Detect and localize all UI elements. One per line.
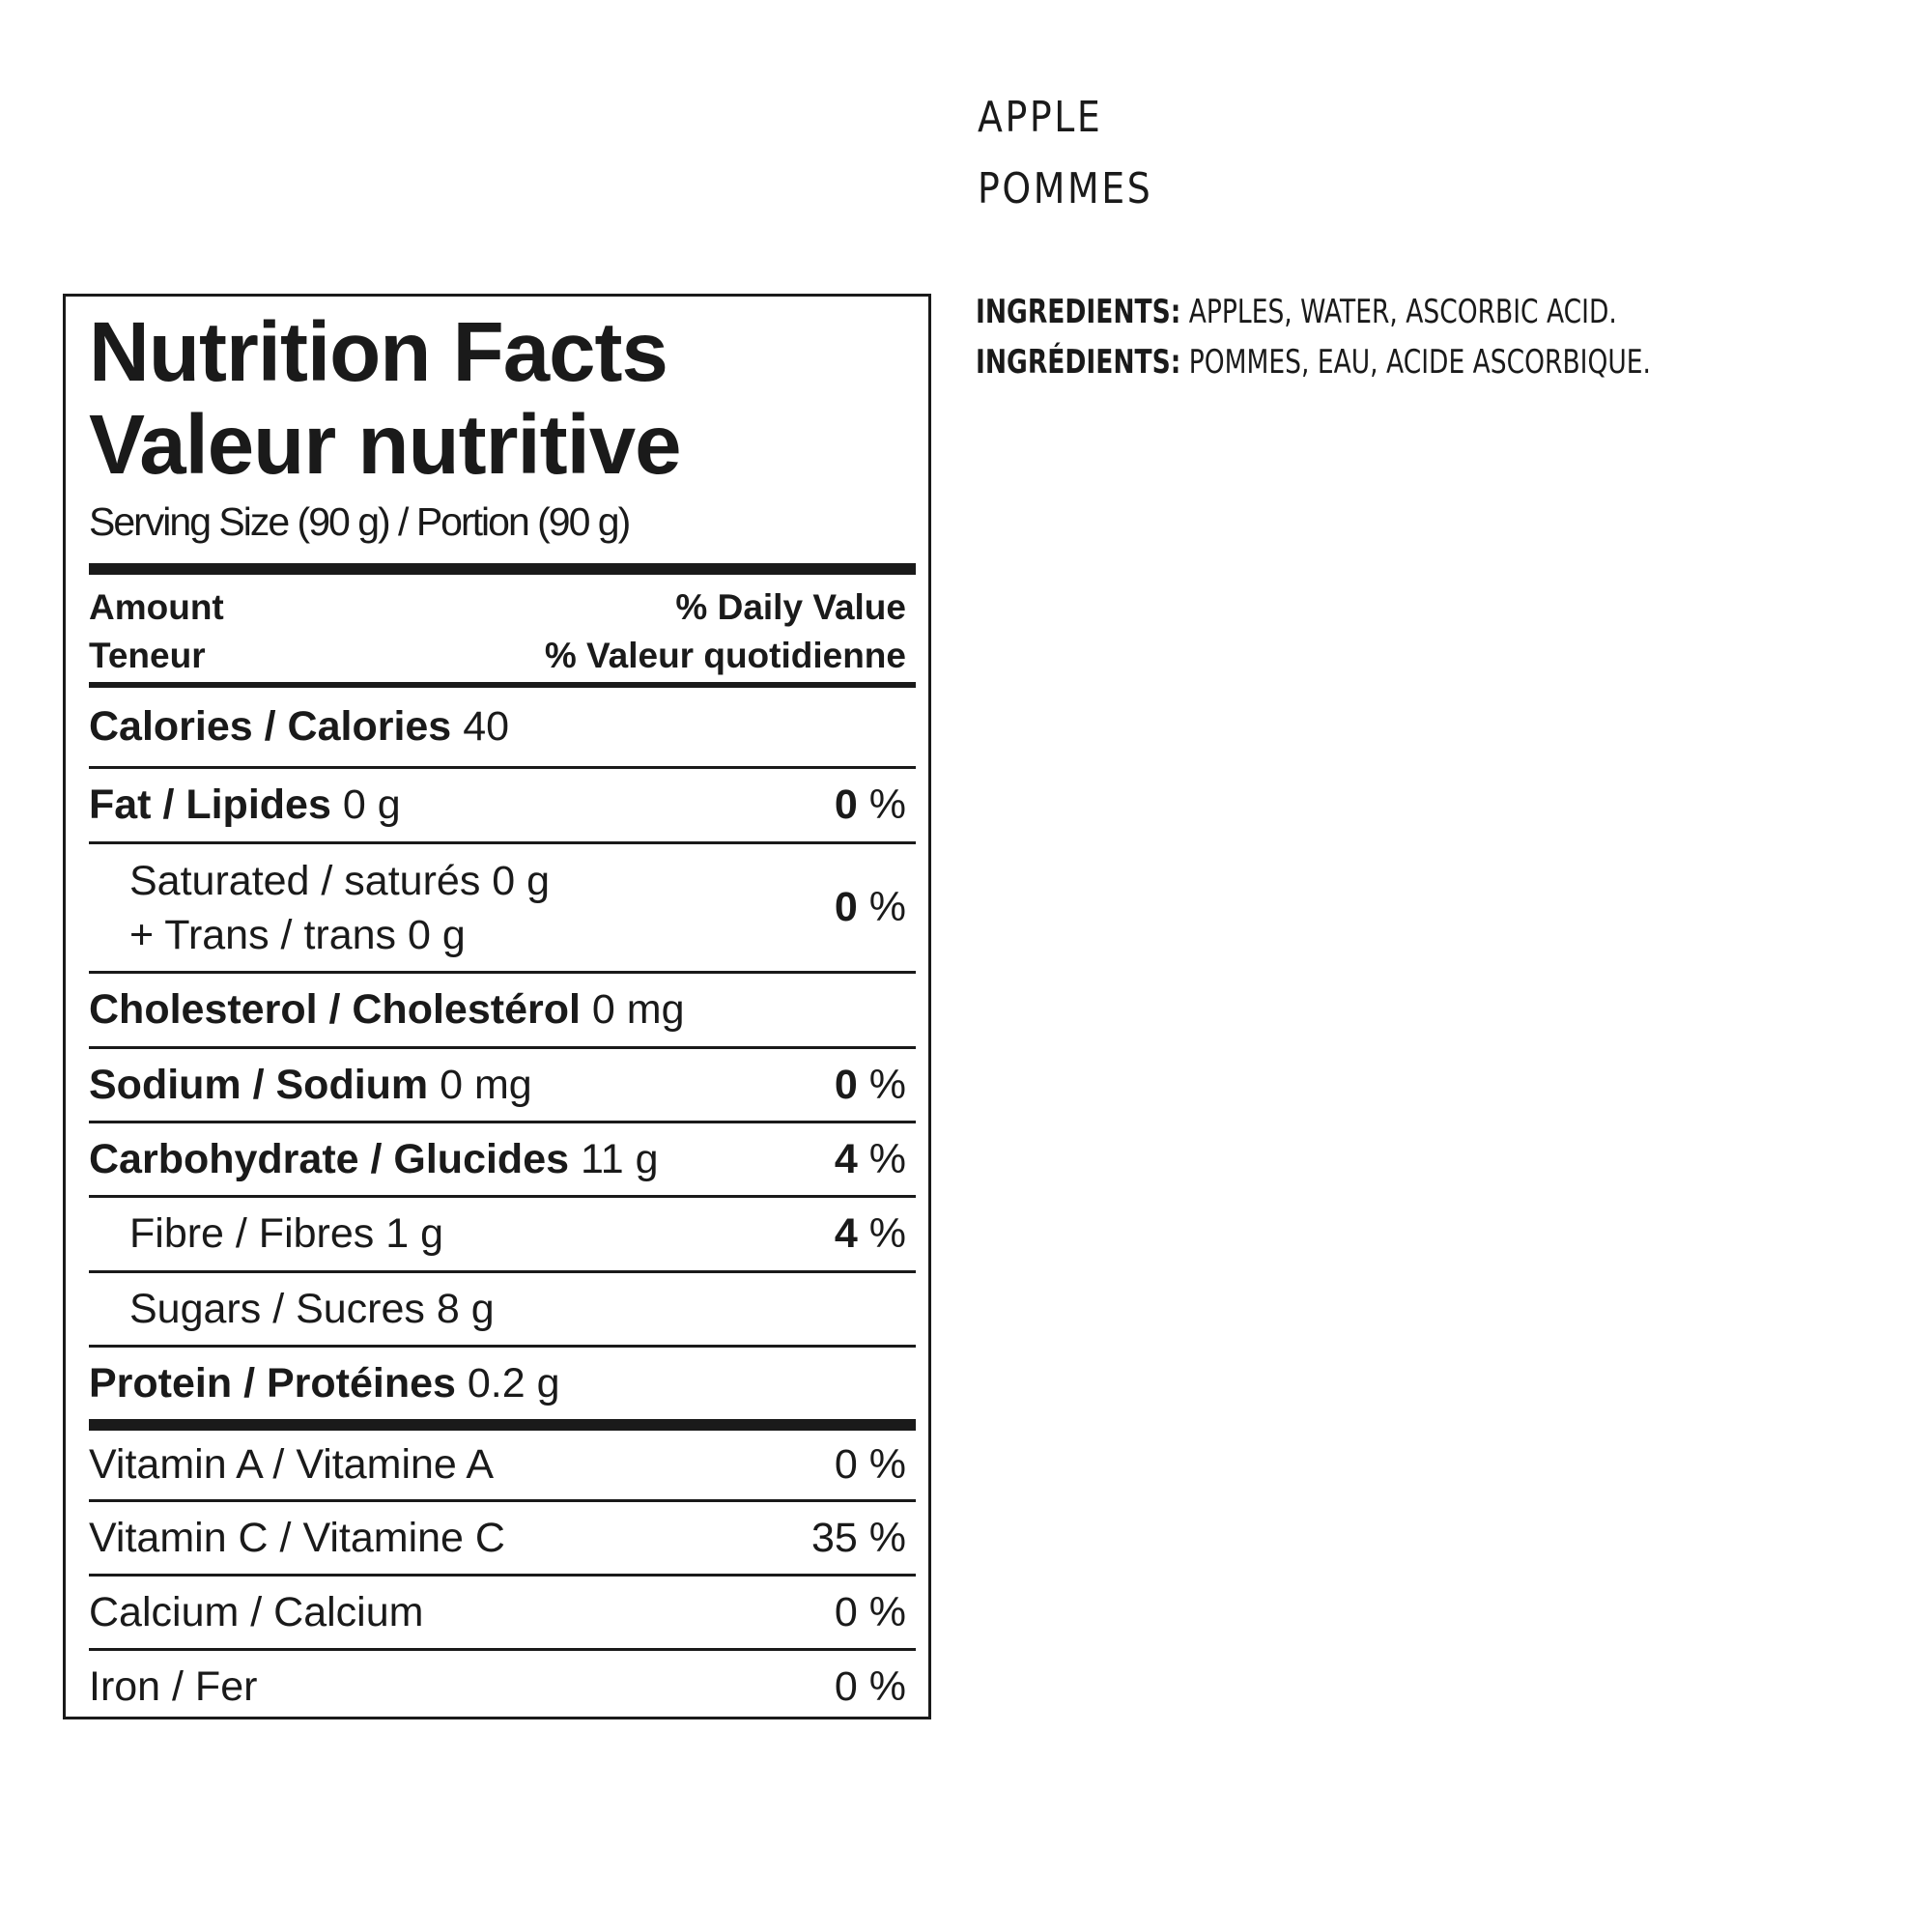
vitamin-a-row <box>89 1431 906 1499</box>
ingredients-en <box>976 287 1651 337</box>
product-name <box>978 82 1152 225</box>
calcium-row <box>89 1577 906 1648</box>
fat-daily-value: 0 % <box>834 781 906 828</box>
calcium-label: Calcium / Calcium <box>89 1588 424 1635</box>
sodium-amount: 0 mg <box>440 1061 532 1108</box>
protein-label: Protein / Protéines <box>89 1359 456 1406</box>
protein-amount: 0.2 g <box>467 1359 560 1406</box>
carbohydrate-row <box>89 1123 906 1195</box>
fibre-daily-value: 4 % <box>834 1210 906 1257</box>
fat-row <box>89 769 906 841</box>
sugars-label: Sugars / Sucres 8 g <box>129 1285 495 1332</box>
ingredients-block <box>976 287 1651 387</box>
sodium-label: Sodium / Sodium <box>89 1061 429 1108</box>
daily-value-label-en: % Daily Value <box>675 587 906 627</box>
vitamin-c-row <box>89 1502 906 1574</box>
ingredients-label-fr: INGRÉDIENTS: <box>976 343 1181 382</box>
protein-row <box>89 1348 906 1419</box>
trans-label: + Trans / trans 0 g <box>129 911 466 958</box>
carbohydrate-amount: 11 g <box>580 1135 659 1182</box>
iron-daily-value: 0 % <box>834 1662 906 1710</box>
iron-row <box>89 1651 906 1722</box>
nutrition-title-fr: Valeur nutritive <box>89 398 681 492</box>
product-name-fr: POMMES <box>978 164 1153 213</box>
product-name-en: APPLE <box>978 93 1103 142</box>
cholesterol-label: Cholesterol / Cholestérol <box>89 986 581 1033</box>
ingredients-text-fr: POMMES, EAU, ACIDE ASCORBIQUE. <box>1188 343 1651 382</box>
column-header <box>89 583 906 680</box>
fibre-row <box>89 1198 906 1270</box>
thick-divider <box>89 1419 916 1431</box>
sugars-row <box>89 1273 906 1345</box>
iron-label: Iron / Fer <box>89 1662 258 1710</box>
vitamin-c-label: Vitamin C / Vitamine C <box>89 1514 505 1561</box>
fibre-label: Fibre / Fibres 1 g <box>129 1210 443 1257</box>
calories-row <box>89 688 906 766</box>
ingredients-fr <box>976 337 1651 387</box>
fat-amount: 0 g <box>342 781 401 828</box>
cholesterol-row <box>89 974 906 1046</box>
daily-value-label-fr: % Valeur quotidienne <box>544 636 906 675</box>
vitamin-a-daily-value: 0 % <box>834 1441 906 1488</box>
fat-label: Fat / Lipides <box>89 781 331 828</box>
nutrition-title-en: Nutrition Facts <box>89 305 668 399</box>
calories-label: Calories / Calories <box>89 703 452 750</box>
ingredients-text-en: APPLES, WATER, ASCORBIC ACID. <box>1188 293 1617 331</box>
ingredients-label-en: INGREDIENTS: <box>976 293 1181 331</box>
calcium-daily-value: 0 % <box>834 1588 906 1635</box>
carbohydrate-daily-value: 4 % <box>834 1135 906 1182</box>
saturated-daily-value: 0 % <box>834 884 906 930</box>
nutrition-facts-panel <box>63 294 931 1719</box>
thick-divider <box>89 563 916 575</box>
saturated-label: Saturated / saturés 0 g <box>129 857 551 904</box>
vitamin-c-daily-value: 35 % <box>810 1514 906 1561</box>
saturated-trans-row <box>89 844 906 971</box>
sodium-daily-value: 0 % <box>834 1061 906 1108</box>
vitamin-a-label: Vitamin A / Vitamine A <box>89 1441 495 1488</box>
amount-label-en: Amount <box>89 587 224 627</box>
sodium-row <box>89 1049 906 1121</box>
calories-value: 40 <box>463 703 510 750</box>
carbohydrate-label: Carbohydrate / Glucides <box>89 1135 570 1182</box>
nutrition-title <box>89 306 681 492</box>
cholesterol-amount: 0 mg <box>591 986 685 1033</box>
serving-size: Serving Size (90 g) / Portion (90 g) <box>89 499 630 544</box>
amount-label-fr: Teneur <box>89 636 206 675</box>
